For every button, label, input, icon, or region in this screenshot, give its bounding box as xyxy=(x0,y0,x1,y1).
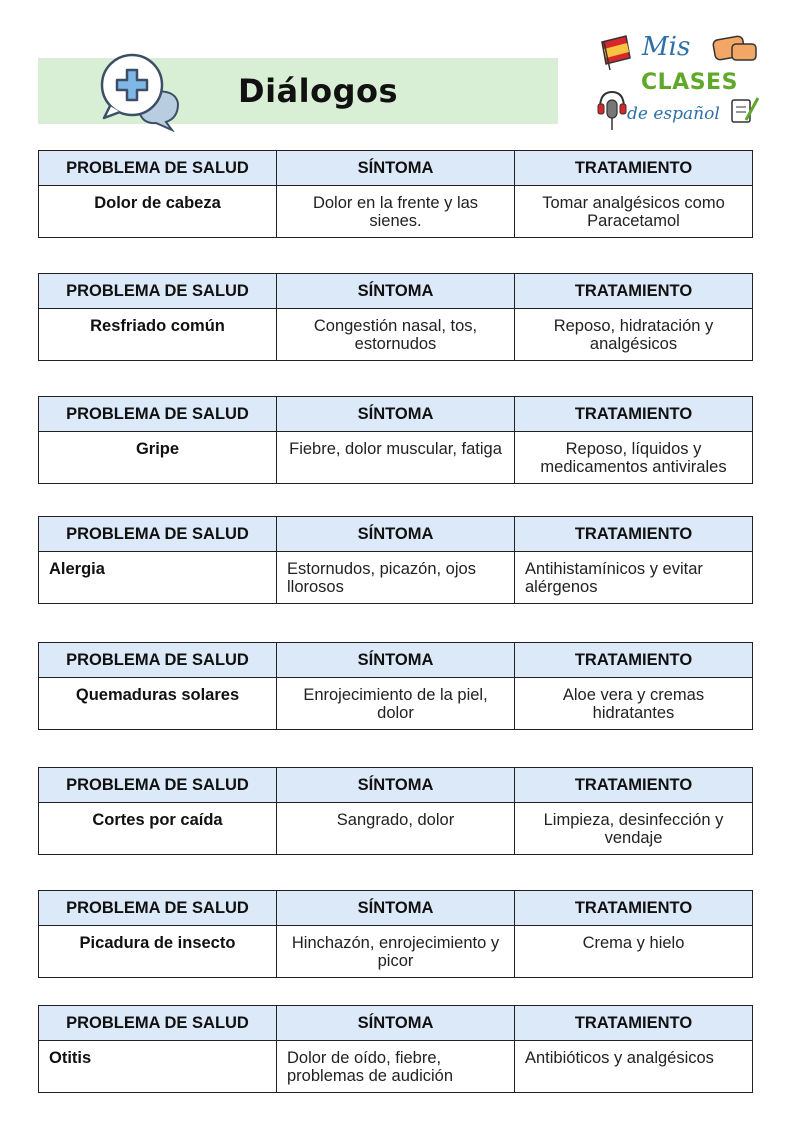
table-header-row xyxy=(39,1006,753,1041)
table-row xyxy=(39,309,753,361)
header-sintoma: SÍNTOMA xyxy=(277,768,515,803)
cell-problema: Gripe xyxy=(39,432,277,484)
cell-sintoma: Dolor en la frente y las sienes. xyxy=(277,186,515,238)
cell-sintoma: Sangrado, dolor xyxy=(277,803,515,855)
cell-problema: Alergia xyxy=(39,552,277,604)
header-problema: PROBLEMA DE SALUD xyxy=(39,274,277,309)
cell-sintoma: Hinchazón, enrojecimiento y picor xyxy=(277,926,515,978)
health-table-5 xyxy=(38,642,753,730)
header-tratamiento: TRATAMIENTO xyxy=(515,643,753,678)
logo-text-clases: CLASES xyxy=(641,70,738,95)
header-sintoma: SÍNTOMA xyxy=(277,151,515,186)
header-problema: PROBLEMA DE SALUD xyxy=(39,397,277,432)
cell-tratamiento: Aloe vera y cremas hidratantes xyxy=(515,678,753,730)
cell-sintoma: Estornudos, picazón, ojos llorosos xyxy=(277,552,515,604)
table-row xyxy=(39,926,753,978)
cell-tratamiento: Antihistamínicos y evitar alérgenos xyxy=(515,552,753,604)
medical-chat-icon xyxy=(96,52,186,132)
header-sintoma: SÍNTOMA xyxy=(277,397,515,432)
header-tratamiento: TRATAMIENTO xyxy=(515,397,753,432)
health-table-6 xyxy=(38,767,753,855)
cell-problema: Otitis xyxy=(39,1041,277,1093)
cell-tratamiento: Reposo, hidratación y analgésicos xyxy=(515,309,753,361)
table-header-row xyxy=(39,517,753,552)
headphones-microphone-icon xyxy=(598,92,626,130)
cell-sintoma: Fiebre, dolor muscular, fatiga xyxy=(277,432,515,484)
cell-tratamiento: Antibióticos y analgésicos xyxy=(515,1041,753,1093)
table-header-row xyxy=(39,891,753,926)
header-tratamiento: TRATAMIENTO xyxy=(515,891,753,926)
header-sintoma: SÍNTOMA xyxy=(277,274,515,309)
health-table-8 xyxy=(38,1005,753,1093)
cell-problema: Cortes por caída xyxy=(39,803,277,855)
speech-bubbles-icon xyxy=(712,36,756,61)
spain-flag-icon xyxy=(602,36,630,70)
health-table-4 xyxy=(38,516,753,604)
logo-text-mis: Mis xyxy=(642,32,691,62)
table-row xyxy=(39,552,753,604)
header-problema: PROBLEMA DE SALUD xyxy=(39,891,277,926)
cell-sintoma: Enrojecimiento de la piel, dolor xyxy=(277,678,515,730)
header-tratamiento: TRATAMIENTO xyxy=(515,517,753,552)
table-row xyxy=(39,186,753,238)
table-header-row xyxy=(39,397,753,432)
table-row xyxy=(39,803,753,855)
table-header-row xyxy=(39,768,753,803)
health-table-3 xyxy=(38,396,753,484)
header-tratamiento: TRATAMIENTO xyxy=(515,151,753,186)
header-sintoma: SÍNTOMA xyxy=(277,517,515,552)
header-problema: PROBLEMA DE SALUD xyxy=(39,1006,277,1041)
header-problema: PROBLEMA DE SALUD xyxy=(39,643,277,678)
cell-problema: Dolor de cabeza xyxy=(39,186,277,238)
table-row xyxy=(39,678,753,730)
header-problema: PROBLEMA DE SALUD xyxy=(39,517,277,552)
page-title: Diálogos xyxy=(238,72,399,110)
header-tratamiento: TRATAMIENTO xyxy=(515,768,753,803)
cell-problema: Quemaduras solares xyxy=(39,678,277,730)
health-table-7 xyxy=(38,890,753,978)
table-row xyxy=(39,432,753,484)
cell-problema: Picadura de insecto xyxy=(39,926,277,978)
header-sintoma: SÍNTOMA xyxy=(277,643,515,678)
health-table-2 xyxy=(38,273,753,361)
header-sintoma: SÍNTOMA xyxy=(277,891,515,926)
header-sintoma: SÍNTOMA xyxy=(277,1006,515,1041)
cell-tratamiento: Tomar analgésicos como Paracetamol xyxy=(515,186,753,238)
cell-tratamiento: Reposo, líquidos y medicamentos antivirales xyxy=(515,432,753,484)
cell-problema: Resfriado común xyxy=(39,309,277,361)
header-problema: PROBLEMA DE SALUD xyxy=(39,151,277,186)
cell-sintoma: Dolor de oído, fiebre, problemas de audición xyxy=(277,1041,515,1093)
cell-tratamiento: Crema y hielo xyxy=(515,926,753,978)
header-tratamiento: TRATAMIENTO xyxy=(515,274,753,309)
table-row xyxy=(39,1041,753,1093)
health-table-1 xyxy=(38,150,753,238)
table-header-row xyxy=(39,274,753,309)
table-header-row xyxy=(39,643,753,678)
table-header-row xyxy=(39,151,753,186)
notepad-pencil-icon xyxy=(732,98,758,122)
cell-sintoma: Congestión nasal, tos, estornudos xyxy=(277,309,515,361)
cell-tratamiento: Limpieza, desinfección y vendaje xyxy=(515,803,753,855)
logo-text-espanol: de español xyxy=(627,104,720,124)
header-problema: PROBLEMA DE SALUD xyxy=(39,768,277,803)
header-tratamiento: TRATAMIENTO xyxy=(515,1006,753,1041)
